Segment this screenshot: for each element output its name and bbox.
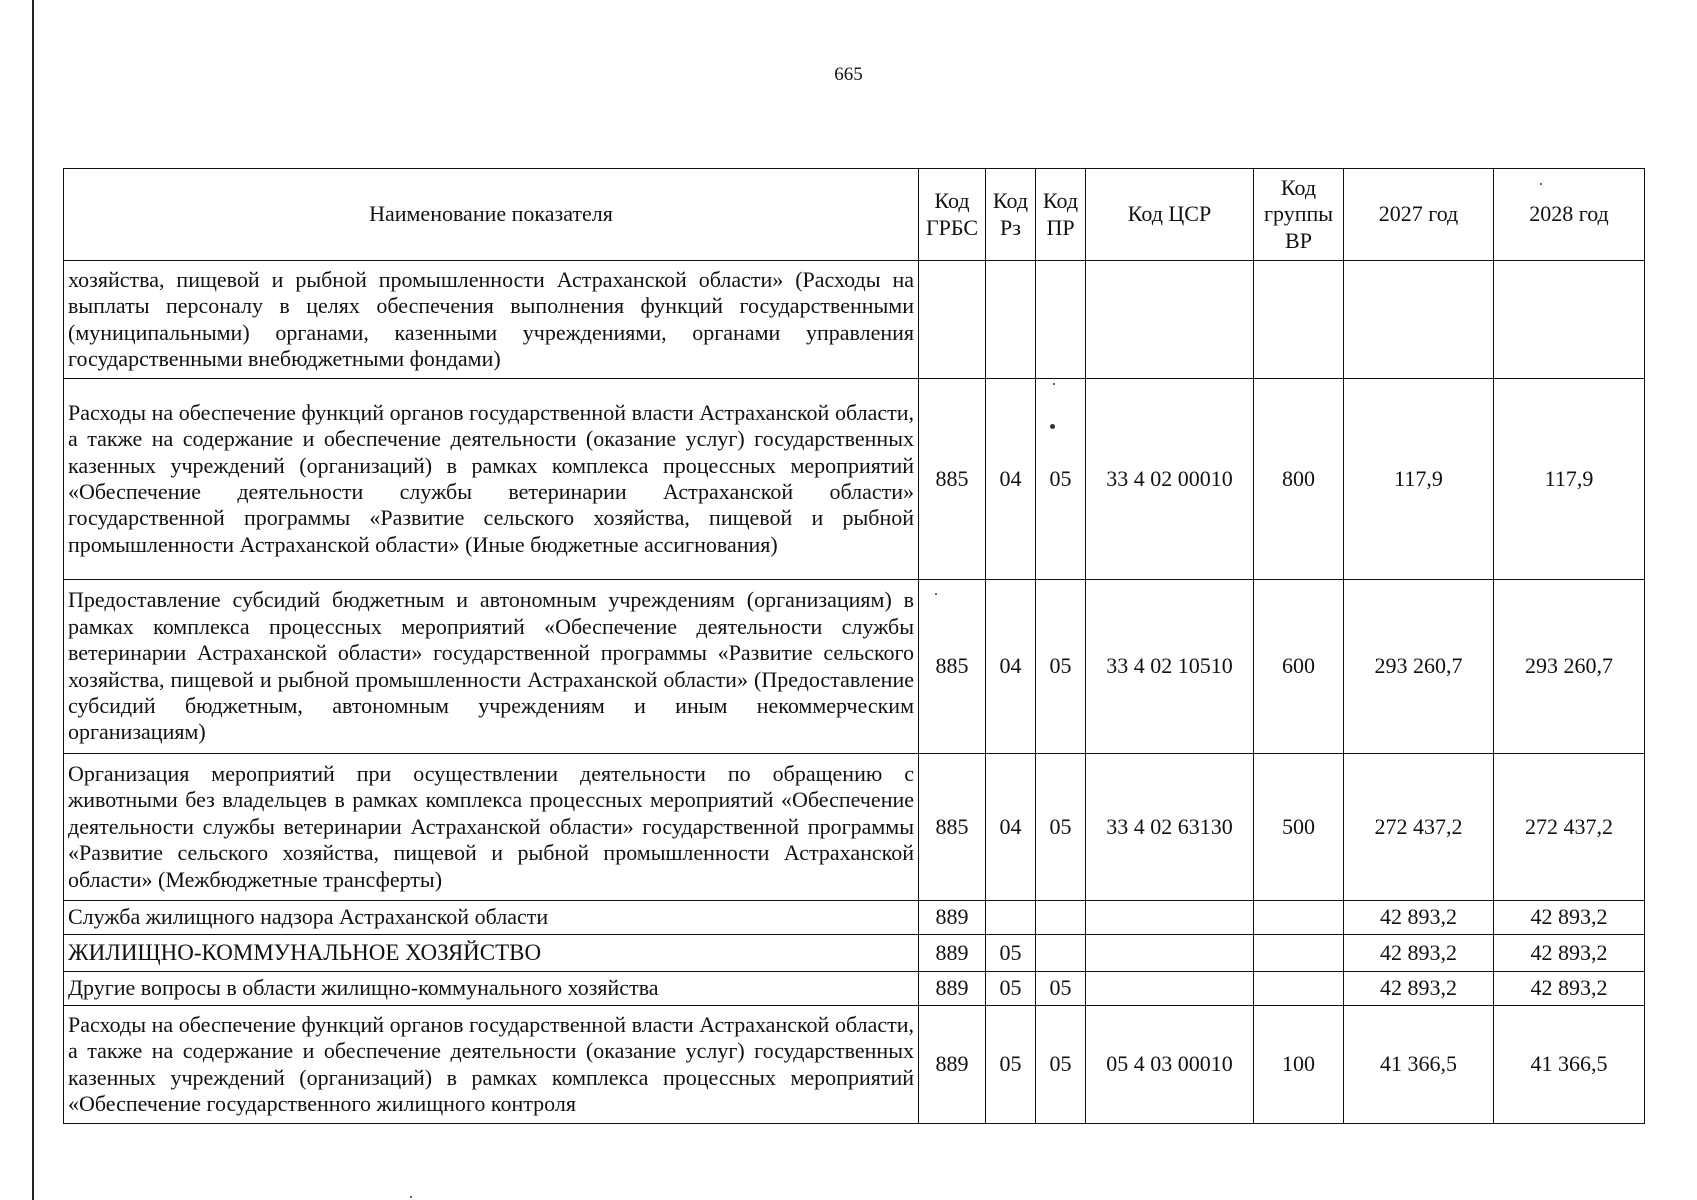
cell-grbs: 889 xyxy=(919,1006,986,1124)
scan-speck xyxy=(935,593,937,595)
cell-pr xyxy=(1036,261,1086,379)
header-grbs: Код ГРБС xyxy=(919,169,986,261)
cell-pr: 05 xyxy=(1036,580,1086,754)
cell-grbs xyxy=(919,261,986,379)
cell-vr xyxy=(1254,901,1344,935)
row-name: Организация мероприятий при осуществлении деятельности по обращению с животными без владельцев в рамках комплекса процессных мероприятий «Обеспечение деятельности службы ветеринарии Астраханской области» государственной программы «Развитие сельского хозяйства, пищевой и рыбной промышленности Астраханской области» (Межбюджетные трансферты) xyxy=(64,754,919,901)
header-2028: 2028 год xyxy=(1494,169,1645,261)
cell-csr: 33 4 02 10510 xyxy=(1086,580,1254,754)
cell-2027: 41 366,5 xyxy=(1344,1006,1494,1124)
cell-rz: 05 xyxy=(986,935,1036,972)
cell-2028: 42 893,2 xyxy=(1494,935,1645,972)
cell-csr: 05 4 03 00010 xyxy=(1086,1006,1254,1124)
cell-2027: 117,9 xyxy=(1344,379,1494,580)
binding-line xyxy=(32,0,34,1200)
row-name: Расходы на обеспечение функций органов государственной власти Астраханской области, а также на содержание и обеспечение деятельности (оказание услуг) государственных казенных учреждений (организаций) в рамках комплекса процессных мероприятий «Обеспечение государственного жилищного контроля xyxy=(64,1006,919,1124)
cell-2028: 42 893,2 xyxy=(1494,901,1645,935)
cell-2027: 272 437,2 xyxy=(1344,754,1494,901)
cell-2027: 42 893,2 xyxy=(1344,935,1494,972)
cell-2027 xyxy=(1344,261,1494,379)
cell-rz: 04 xyxy=(986,379,1036,580)
cell-pr: 05 xyxy=(1036,1006,1086,1124)
cell-csr xyxy=(1086,261,1254,379)
scan-speck xyxy=(1540,183,1542,185)
cell-grbs: 889 xyxy=(919,901,986,935)
table-row xyxy=(64,1006,1645,1124)
budget-table xyxy=(63,168,1645,1124)
cell-vr: 600 xyxy=(1254,580,1344,754)
cell-grbs: 885 xyxy=(919,379,986,580)
cell-2028: 42 893,2 xyxy=(1494,972,1645,1006)
header-csr: Код ЦСР xyxy=(1086,169,1254,261)
cell-pr: 05 xyxy=(1036,754,1086,901)
table-row xyxy=(64,935,1645,972)
cell-2028: 41 366,5 xyxy=(1494,1006,1645,1124)
cell-rz: 05 xyxy=(986,972,1036,1006)
cell-pr xyxy=(1036,935,1086,972)
cell-grbs: 885 xyxy=(919,754,986,901)
row-name: Другие вопросы в области жилищно-коммунального хозяйства xyxy=(64,972,919,1006)
header-name: Наименование показателя xyxy=(64,169,919,261)
cell-csr xyxy=(1086,972,1254,1006)
cell-csr xyxy=(1086,901,1254,935)
table-row xyxy=(64,580,1645,754)
cell-vr xyxy=(1254,935,1344,972)
cell-pr: 05 xyxy=(1036,379,1086,580)
cell-grbs: 885 xyxy=(919,580,986,754)
cell-vr xyxy=(1254,972,1344,1006)
cell-vr: 800 xyxy=(1254,379,1344,580)
table-row xyxy=(64,901,1645,935)
row-name: Служба жилищного надзора Астраханской области xyxy=(64,901,919,935)
cell-csr: 33 4 02 00010 xyxy=(1086,379,1254,580)
row-name: Расходы на обеспечение функций органов государственной власти Астраханской области, а также на содержание и обеспечение деятельности (оказание услуг) государственных казенных учреждений (организаций) в рамках комплекса процессных мероприятий «Обеспечение деятельности службы ветеринарии Астраханской области» государственной программы «Развитие сельского хозяйства, пищевой и рыбной промышленности Астраханской области» (Иные бюджетные ассигнования) xyxy=(64,379,919,580)
cell-2028: 117,9 xyxy=(1494,379,1645,580)
header-2027: 2027 год xyxy=(1344,169,1494,261)
cell-2028 xyxy=(1494,261,1645,379)
table-row xyxy=(64,261,1645,379)
header-vr: Код группы ВР xyxy=(1254,169,1344,261)
table-row xyxy=(64,379,1645,580)
cell-2027: 42 893,2 xyxy=(1344,901,1494,935)
cell-rz: 04 xyxy=(986,580,1036,754)
cell-grbs: 889 xyxy=(919,935,986,972)
cell-csr xyxy=(1086,935,1254,972)
cell-pr: 05 xyxy=(1036,972,1086,1006)
cell-2028: 293 260,7 xyxy=(1494,580,1645,754)
cell-2027: 42 893,2 xyxy=(1344,972,1494,1006)
cell-grbs: 889 xyxy=(919,972,986,1006)
scan-speck xyxy=(1053,383,1055,385)
cell-pr xyxy=(1036,901,1086,935)
cell-rz xyxy=(986,901,1036,935)
cell-vr xyxy=(1254,261,1344,379)
cell-rz: 04 xyxy=(986,754,1036,901)
scan-speck xyxy=(410,1196,412,1198)
scan-speck xyxy=(1050,424,1055,429)
header-row xyxy=(64,169,1645,261)
page-number: 665 xyxy=(834,64,863,85)
table-row xyxy=(64,972,1645,1006)
cell-vr: 100 xyxy=(1254,1006,1344,1124)
cell-2028: 272 437,2 xyxy=(1494,754,1645,901)
cell-csr: 33 4 02 63130 xyxy=(1086,754,1254,901)
header-rz: Код Рз xyxy=(986,169,1036,261)
cell-rz xyxy=(986,261,1036,379)
row-name: Предоставление субсидий бюджетным и автономным учреждениям (организациям) в рамках комплекса процессных мероприятий «Обеспечение деятельности службы ветеринарии Астраханской области» государственной программы «Развитие сельского хозяйства, пищевой и рыбной промышленности Астраханской области» (Предоставление субсидий бюджетным, автономным учреждениям и иным некоммерческим организациям) xyxy=(64,580,919,754)
header-pr: Код ПР xyxy=(1036,169,1086,261)
cell-rz: 05 xyxy=(986,1006,1036,1124)
row-name: хозяйства, пищевой и рыбной промышленности Астраханской области» (Расходы на выплаты персоналу в целях обеспечения выполнения функций государственными (муниципальными) органами, казенными учреждениями, органами управления государственными внебюджетными фондами) xyxy=(64,261,919,379)
cell-2027: 293 260,7 xyxy=(1344,580,1494,754)
row-name: ЖИЛИЩНО-КОММУНАЛЬНОЕ ХОЗЯЙСТВО xyxy=(64,935,919,972)
cell-vr: 500 xyxy=(1254,754,1344,901)
table-row xyxy=(64,754,1645,901)
